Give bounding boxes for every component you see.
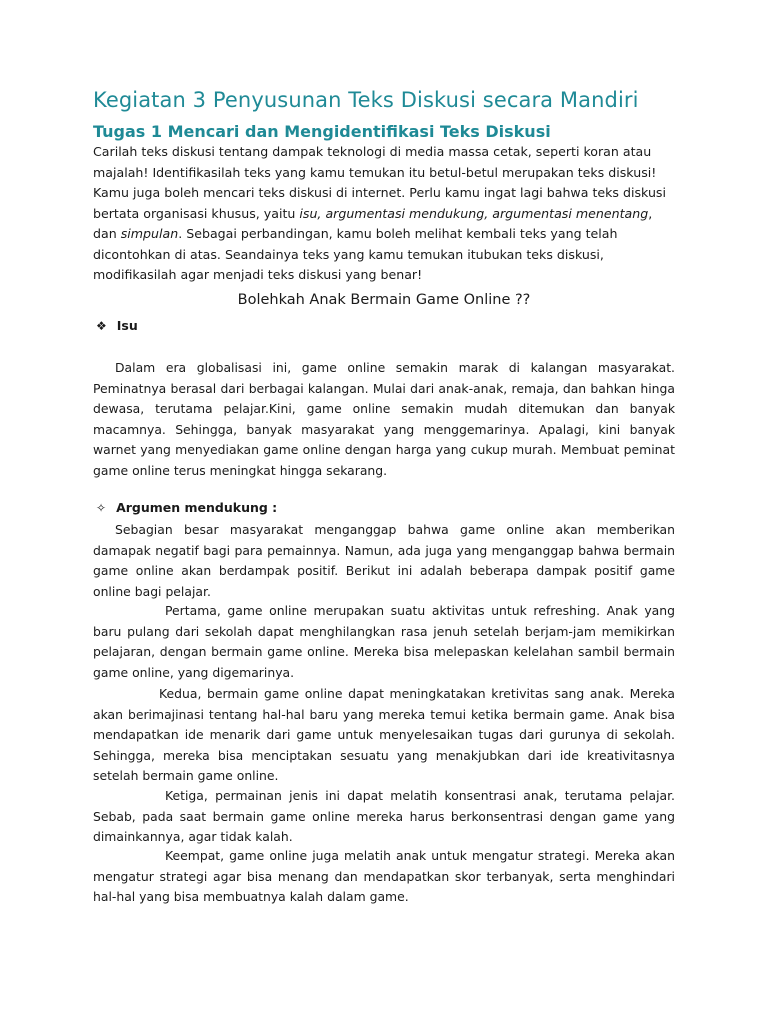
isu-heading bbox=[96, 318, 138, 333]
article-title: Bolehkah Anak Bermain Game Online ?? bbox=[237, 292, 531, 308]
point-1-paragraph: Pertama, game online merupakan suatu aktivitas untuk refreshing. Anak yang baru pulang dari sekolah dapat menghilangkan rasa jenuh setelah berjam-jam memikirkan pelajaran, dengan bermain game online. Mereka bisa melepaskan kelelahan sambil bermain game online, yang digemarinya. bbox=[93, 603, 675, 680]
argumen-heading-label: Argumen mendukung : bbox=[116, 500, 278, 515]
diamond-bullet-icon: ❖ bbox=[96, 318, 107, 333]
argumen-intro-paragraph: Sebagian besar masyarakat menganggap bahwa game online akan memberikan damapak negatif bagi para pemainnya. Namun, ada juga yang menganggap bahwa bermain game online akan berdampak positif. Berikut ini adalah beberapa dampak positif game online bagi pelajar. bbox=[93, 522, 675, 599]
intro-italic-terms: isu, argumentasi mendukung, argumentasi menentang bbox=[299, 205, 649, 221]
page-subtitle: Tugas 1 Mencari dan Mengidentifikasi Teks Diskusi bbox=[93, 122, 551, 141]
point-4-paragraph: Keempat, game online juga melatih anak untuk mengatur strategi. Mereka akan mengatur strategi agar bisa menang dan mendapatkan skor terbanyak, serta menghindari hal-hal yang bisa membuatnya kalah dalam game. bbox=[93, 848, 675, 904]
star-bullet-icon: ✧ bbox=[96, 500, 107, 515]
intro-text-c: . Sebagai perbandingan, kamu boleh melihat kembali teks yang telah dicontohkan di atas. Seandainya teks yang kamu temukan itubukan teks diskusi, modifikasilah agar menjadi teks diskusi yang benar! bbox=[93, 226, 618, 282]
isu-heading-label: Isu bbox=[116, 318, 138, 333]
point-3-paragraph: Ketiga, permainan jenis ini dapat melatih konsentrasi anak, terutama pelajar. Sebab, pada saat bermain game online mereka harus berkonsentrasi dengan game yang dimainkannya, agar tidak kalah. bbox=[93, 788, 675, 844]
isu-paragraph: Dalam era globalisasi ini, game online semakin marak di kalangan masyarakat. Peminatnya berasal dari berbagai kalangan. Mulai dari anak-anak, remaja, dan bahkan hinga dewasa, terutama pelajar.Kini, game online semakin mudah ditemukan dan banyak macamnya. Sehingga, banyak masyarakat yang menggemarinya. Apalagi, kini banyak warnet yang menyediakan game online dengan harga yang cukup murah. Membuat peminat game online terus meningkat hingga sekarang. bbox=[93, 360, 675, 478]
argumen-heading bbox=[96, 500, 277, 515]
intro-paragraph bbox=[93, 142, 679, 286]
intro-text-b: , dan bbox=[93, 205, 653, 241]
point-2-paragraph: Kedua, bermain game online dapat meningkatakan kretivitas sang anak. Mereka akan berimajinasi tentang hal-hal baru yang mereka temui ketika bermain game. Anak bisa mendapatkan ide menarik dari game untuk menyelesaikan tugas dari gurunya di sekolah. Sehingga, mereka bisa menciptakan sesuatu yang menakjubkan dari ide kreativitasnya setelah bermain game online. bbox=[93, 686, 675, 783]
intro-text-a: Carilah teks diskusi tentang dampak teknologi di media massa cetak, seperti koran atau majalah! Identifikasilah teks yang kamu temukan itu betul-betul merupakan teks diskusi! Kamu juga boleh mencari teks diskusi di internet. Perlu kamu ingat lagi bahwa teks diskusi bertata organisasi khusus, yaitu bbox=[93, 144, 666, 221]
intro-italic-last: simpulan bbox=[120, 226, 179, 241]
page-title: Kegiatan 3 Penyusunan Teks Diskusi secara Mandiri bbox=[93, 88, 639, 112]
